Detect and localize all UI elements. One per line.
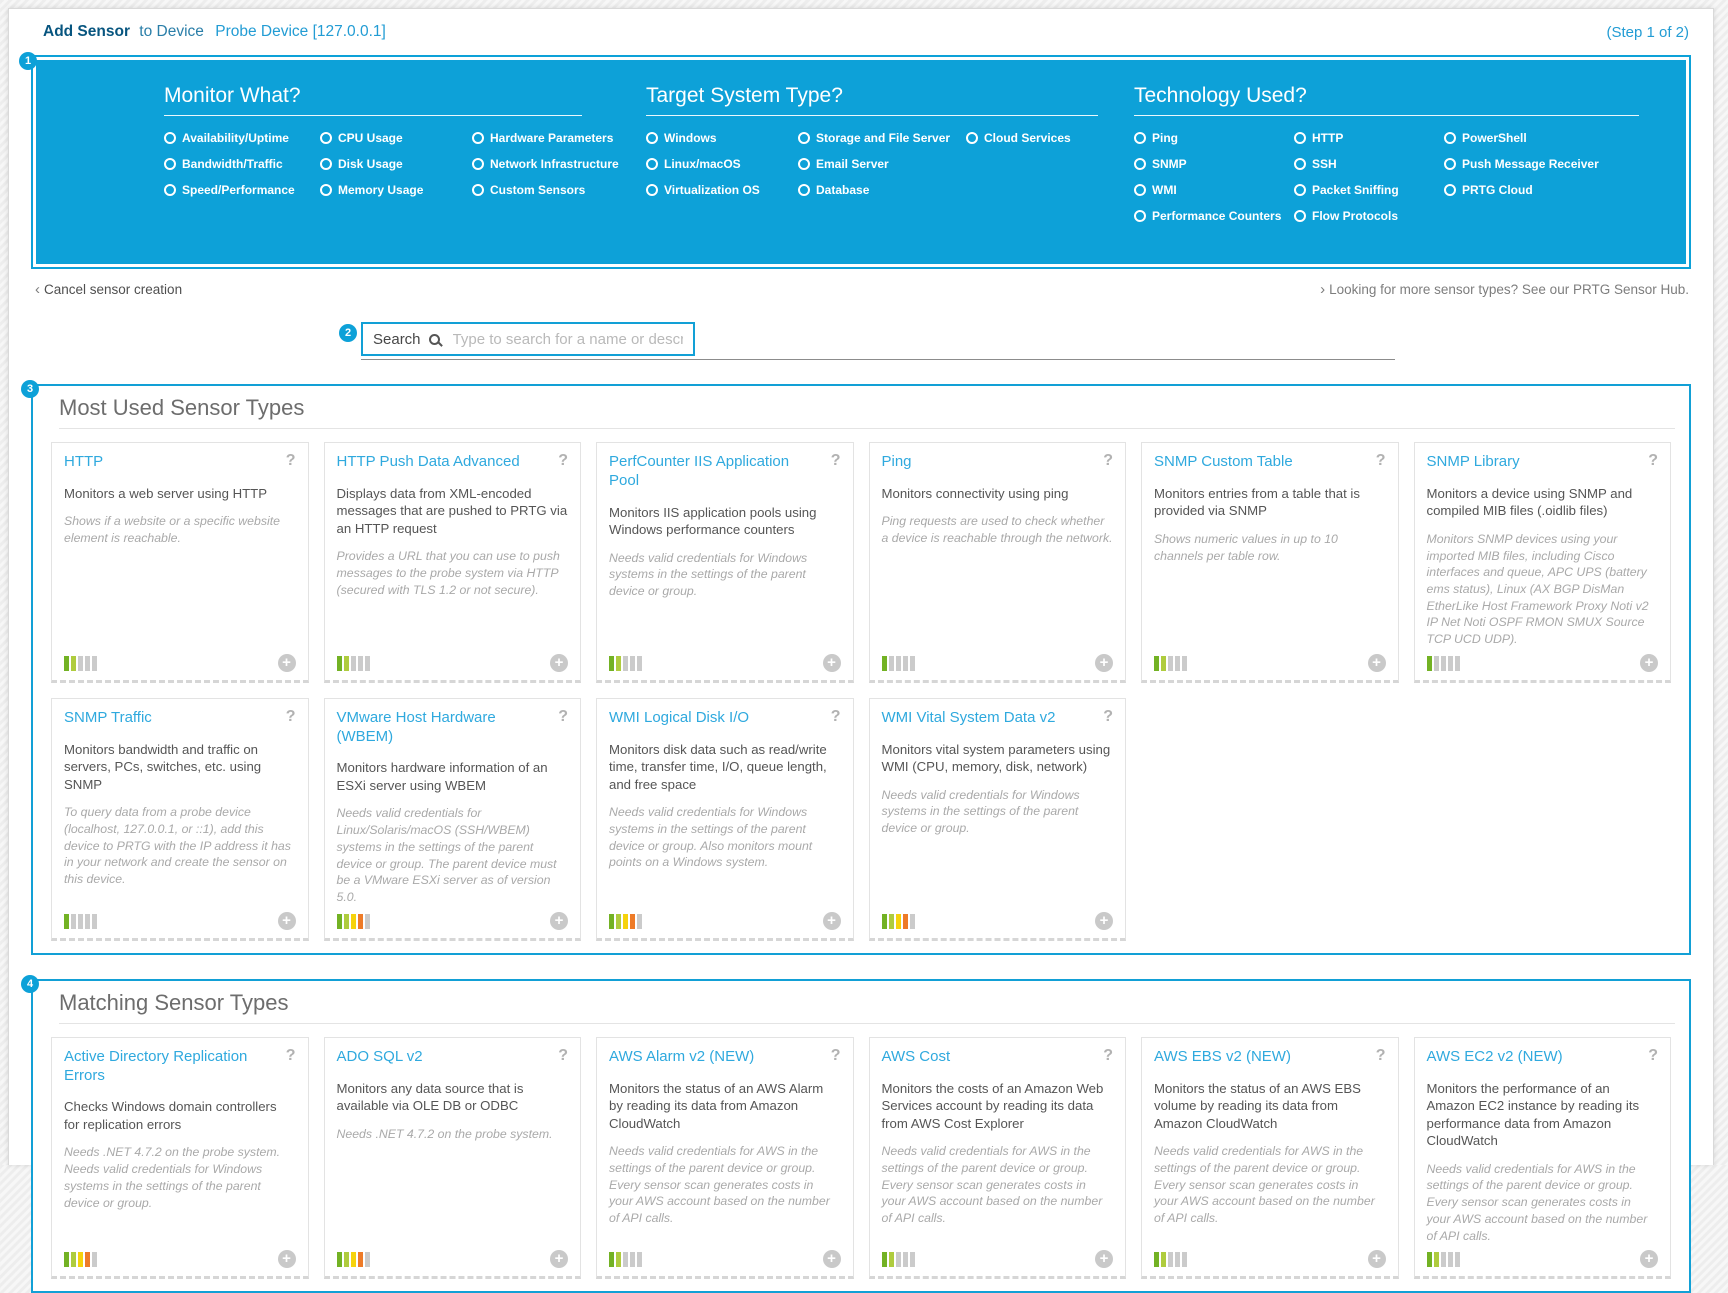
help-icon[interactable]: ? xyxy=(558,452,568,469)
links-row xyxy=(35,281,1689,298)
search-row xyxy=(339,322,1395,360)
filter-option-label: Performance Counters xyxy=(1152,208,1282,223)
radio-icon xyxy=(472,132,484,144)
filter-option-snmp[interactable] xyxy=(1134,155,1294,172)
radio-icon xyxy=(1134,184,1146,196)
search-input[interactable] xyxy=(453,331,683,348)
radio-icon xyxy=(646,184,658,196)
step-indicator: (Step 1 of 2) xyxy=(1606,23,1689,41)
radio-icon xyxy=(320,158,332,170)
performance-impact-gauge xyxy=(337,914,370,929)
filter-option-email-server[interactable] xyxy=(798,155,966,172)
filter-option-custom-sensors[interactable] xyxy=(472,181,619,198)
performance-impact-gauge xyxy=(1427,656,1460,671)
add-sensor-plus-button[interactable]: + xyxy=(1095,912,1113,930)
filter-option-speed-performance[interactable] xyxy=(164,181,320,198)
help-icon[interactable]: ? xyxy=(830,452,841,469)
radio-icon xyxy=(798,184,810,196)
sensor-card-title[interactable]: AWS EBS v2 (NEW) xyxy=(1154,1047,1291,1065)
help-icon[interactable]: ? xyxy=(1375,452,1386,469)
sensor-card-description: Checks Windows domain controllers for replication errors xyxy=(64,1099,277,1132)
filter-option-label: Storage and File Server xyxy=(816,130,951,145)
sensor-card-title[interactable]: SNMP Custom Table xyxy=(1154,453,1293,470)
radio-icon xyxy=(966,132,978,144)
sensor-card-ado-sql-v2 xyxy=(324,1037,582,1280)
filter-option-grid xyxy=(1134,129,1639,224)
help-icon[interactable]: ? xyxy=(1375,1046,1386,1064)
page-header xyxy=(9,9,1713,55)
performance-impact-gauge xyxy=(609,656,642,671)
sensor-card-description: Monitors IIS application pools using Windows performance counters xyxy=(609,504,817,538)
sensor-card-http-push-data-advanced xyxy=(324,442,582,683)
sensor-card-description: Monitors entries from a table that is provided via SNMP xyxy=(1154,485,1360,519)
filter-option-prtg-cloud[interactable] xyxy=(1444,181,1639,198)
performance-impact-gauge xyxy=(64,1252,97,1267)
filter-option-availability-uptime[interactable] xyxy=(164,129,320,146)
filter-groups xyxy=(36,60,1686,264)
filter-option-label: Database xyxy=(816,182,870,197)
sensor-card-ping xyxy=(869,442,1127,683)
chevron-right-icon: › xyxy=(1320,281,1326,298)
section-divider xyxy=(59,1023,1675,1024)
filter-option-http[interactable] xyxy=(1294,129,1444,146)
help-icon[interactable]: ? xyxy=(830,1046,841,1064)
filter-option-label: Network Infrastructure xyxy=(490,156,619,171)
help-icon[interactable]: ? xyxy=(285,1046,296,1064)
add-sensor-plus-button[interactable]: + xyxy=(1368,1250,1386,1268)
cancel-link-label: Cancel sensor creation xyxy=(44,282,183,297)
performance-impact-gauge xyxy=(1427,1252,1460,1267)
help-icon[interactable]: ? xyxy=(558,1046,568,1064)
radio-icon xyxy=(320,132,332,144)
help-icon[interactable]: ? xyxy=(1648,452,1658,469)
step-badge-4: 4 xyxy=(21,975,39,993)
performance-impact-gauge xyxy=(337,1252,370,1267)
performance-impact-gauge xyxy=(1154,1252,1187,1267)
sensor-card-note: Provides a URL that you can use to push messages to the probe system via HTTP (secured with TLS 1.2 or not secure). xyxy=(336,549,560,597)
performance-impact-gauge xyxy=(882,914,915,929)
radio-icon xyxy=(472,184,484,196)
sensor-card-title[interactable]: AWS EC2 v2 (NEW) xyxy=(1426,1047,1563,1065)
filter-option-label: Availability/Uptime xyxy=(182,130,289,145)
sensor-hub-link[interactable] xyxy=(1320,281,1689,298)
sensor-card-snmp-traffic xyxy=(51,698,309,941)
sensor-card-title[interactable]: AWS Alarm v2 (NEW) xyxy=(609,1047,755,1065)
filter-group-target-system-type xyxy=(646,84,1098,264)
page-title-mid: to Device xyxy=(139,23,204,40)
sensor-card-note: Shows if a website or a specific website element is reachable. xyxy=(64,514,280,546)
sensor-card-title[interactable]: VMware Host Hardware (WBEM) xyxy=(336,708,496,745)
filter-option-ssh[interactable] xyxy=(1294,155,1444,172)
help-icon[interactable]: ? xyxy=(1103,1046,1113,1064)
sensor-card-wmi-vital-system-data-v2 xyxy=(869,698,1127,941)
chevron-left-icon: ‹ xyxy=(35,281,40,298)
filter-option-cpu-usage[interactable] xyxy=(320,129,472,146)
add-sensor-plus-button[interactable]: + xyxy=(1640,654,1658,672)
help-icon[interactable]: ? xyxy=(1103,452,1113,469)
filter-option-flow-protocols[interactable] xyxy=(1294,207,1444,224)
sensor-card-perfcounter-iis-application-pool xyxy=(596,442,854,683)
app-window xyxy=(8,8,1714,1268)
radio-icon xyxy=(646,158,658,170)
sensor-card-title[interactable]: AWS Cost xyxy=(881,1047,951,1065)
add-sensor-plus-button[interactable]: + xyxy=(550,654,568,672)
filter-group-monitor-what xyxy=(164,84,619,264)
add-sensor-plus-button[interactable]: + xyxy=(1368,654,1386,672)
sensor-card-title[interactable]: Active Directory Replication Errors xyxy=(64,1047,248,1084)
add-sensor-plus-button[interactable]: + xyxy=(1095,1250,1113,1268)
sensor-card-description: Monitors the status of an AWS EBS volume by reading its data from Amazon CloudWatch xyxy=(1154,1080,1361,1131)
sensor-card-description: Displays data from XML-encoded messages that are pushed to PRTG via an HTTP request xyxy=(336,485,568,536)
radio-icon xyxy=(1444,158,1456,170)
radio-icon xyxy=(1444,132,1456,144)
filter-option-memory-usage[interactable] xyxy=(320,181,472,198)
filter-option-performance-counters[interactable] xyxy=(1134,207,1294,224)
filter-panel xyxy=(24,55,1691,269)
section-title: Matching Sensor Types xyxy=(59,989,289,1015)
filter-option-label: Ping xyxy=(1152,130,1178,145)
sensor-card-description: Monitors disk data such as read/write time, transfer time, I/O, queue length, and free space xyxy=(609,741,827,792)
step-badge-1: 1 xyxy=(19,52,37,70)
filter-option-label: Bandwidth/Traffic xyxy=(182,156,283,171)
filter-option-powershell[interactable] xyxy=(1444,129,1639,146)
sensor-card-aws-ec2-v2-new xyxy=(1414,1037,1672,1280)
page-title-bold: Add Sensor xyxy=(43,23,130,40)
radio-icon xyxy=(1294,132,1306,144)
sensor-card-title[interactable]: WMI Vital System Data v2 xyxy=(881,708,1056,726)
sensor-card-note: Needs valid credentials for Windows systems in the settings of the parent device or group. xyxy=(881,787,1080,836)
sensor-card-description: Monitors vital system parameters using WMI (CPU, memory, disk, network) xyxy=(881,741,1111,775)
help-icon[interactable]: ? xyxy=(285,452,296,469)
sensor-card-description: Monitors the status of an AWS Alarm by reading its data from Amazon CloudWatch xyxy=(609,1080,824,1131)
add-sensor-plus-button[interactable]: + xyxy=(278,654,296,672)
sensor-card-description: Monitors a device using SNMP and compiled MIB files (.oidlib files) xyxy=(1426,485,1633,519)
sensor-card-description: Monitors hardware information of an ESXi server using WBEM xyxy=(336,760,548,793)
radio-icon xyxy=(1134,132,1146,144)
filter-option-label: Custom Sensors xyxy=(490,182,586,197)
sensor-card-note: Needs .NET 4.7.2 on the probe system. xyxy=(336,1126,553,1141)
section-divider xyxy=(59,428,1675,429)
radio-icon xyxy=(646,132,658,144)
sensor-card-description: Monitors the costs of an Amazon Web Services account by reading its data from AWS Cost Explorer xyxy=(881,1080,1104,1131)
filter-option-label: Windows xyxy=(664,130,717,145)
performance-impact-gauge xyxy=(609,914,642,929)
sensor-card-description: Monitors any data source that is available via OLE DB or ODBC xyxy=(336,1080,524,1114)
filter-option-label: PRTG Cloud xyxy=(1462,182,1533,197)
add-sensor-plus-button[interactable]: + xyxy=(550,1250,568,1268)
matching-sensor-types-section xyxy=(26,977,1691,1293)
sensor-card-aws-cost xyxy=(869,1037,1127,1280)
sensor-card-grid xyxy=(43,1037,1679,1280)
most-used-sensor-types-section xyxy=(26,383,1691,955)
sensor-card-title[interactable]: SNMP Traffic xyxy=(64,708,152,726)
filter-option-bandwidth-traffic[interactable] xyxy=(164,155,320,172)
sensor-card-grid xyxy=(43,442,1679,941)
section-title: Most Used Sensor Types xyxy=(59,395,305,420)
filter-option-grid xyxy=(646,129,1098,198)
filter-option-wmi[interactable] xyxy=(1134,181,1294,198)
sensor-card-active-directory-replication-errors xyxy=(51,1037,309,1280)
filter-option-storage-and-file-server[interactable] xyxy=(798,129,966,146)
sensor-card-wmi-logical-disk-i-o xyxy=(596,698,854,941)
step-badge-3: 3 xyxy=(21,380,39,398)
filter-group-technology-used xyxy=(1134,84,1639,264)
filter-option-label: PowerShell xyxy=(1462,130,1527,145)
add-sensor-plus-button[interactable]: + xyxy=(1095,654,1113,672)
filter-group-title: Technology Used? xyxy=(1134,84,1639,116)
filter-option-disk-usage[interactable] xyxy=(320,155,472,172)
help-icon[interactable]: ? xyxy=(1103,707,1113,725)
sensor-card-note: Needs valid credentials for Linux/Solaris/macOS (SSH/WBEM) systems in the settings of the parent device or group. The parent device must be a VMware ESXi server as of version 5.0. xyxy=(336,806,557,905)
sensor-card-aws-ebs-v2-new xyxy=(1141,1037,1399,1280)
filter-group-title: Target System Type? xyxy=(646,84,1098,116)
sensor-card-note: Ping requests are used to check whether a device is reachable through the network. xyxy=(881,514,1113,546)
add-sensor-plus-button[interactable]: + xyxy=(278,1250,296,1268)
radio-icon xyxy=(1134,210,1146,222)
sensor-card-title[interactable]: Ping xyxy=(881,453,912,470)
radio-icon xyxy=(164,158,176,170)
filter-option-label: Cloud Services xyxy=(984,130,1071,145)
filter-option-cloud-services[interactable] xyxy=(966,129,1098,146)
sensor-card-note: Needs valid credentials for AWS in the settings of the parent device or group. Every sensor scan generates costs in your AWS account based on the number of API calls. xyxy=(881,1144,1103,1226)
performance-impact-gauge xyxy=(337,656,370,671)
radio-icon xyxy=(1294,158,1306,170)
sensor-card-note: To query data from a probe device (localhost, 127.0.0.1, or ::1), add this device to PRTG with the IP address it has in your network and create the sensor on this device. xyxy=(64,805,291,887)
add-sensor-plus-button[interactable]: + xyxy=(823,912,841,930)
filter-option-hardware-parameters[interactable] xyxy=(472,129,619,146)
performance-impact-gauge xyxy=(882,656,915,671)
sensor-card-description: Monitors the performance of an Amazon EC2 instance by reading its performance data from Amazon CloudWatch xyxy=(1426,1080,1640,1149)
filter-option-ping[interactable] xyxy=(1134,129,1294,146)
sensor-card-snmp-library xyxy=(1414,442,1672,683)
filter-option-label: Email Server xyxy=(816,156,889,171)
radio-icon xyxy=(1444,184,1456,196)
sensor-card-title[interactable]: ADO SQL v2 xyxy=(336,1047,423,1065)
sensor-card-title[interactable]: SNMP Library xyxy=(1426,453,1520,470)
filter-option-push-message-receiver[interactable] xyxy=(1444,155,1639,172)
sensor-card-note: Needs valid credentials for AWS in the settings of the parent device or group. Every sensor scan generates costs in your AWS account based on the number of API calls. xyxy=(609,1144,830,1226)
filter-option-network-infrastructure[interactable] xyxy=(472,155,619,172)
sensor-card-description: Monitors bandwidth and traffic on servers, PCs, switches, etc. using SNMP xyxy=(64,741,262,792)
sensor-card-note: Needs valid credentials for AWS in the settings of the parent device or group. Every sensor scan generates costs in your AWS account based on the number of API calls. xyxy=(1426,1161,1648,1243)
help-icon[interactable]: ? xyxy=(285,707,296,725)
filter-option-label: Flow Protocols xyxy=(1312,208,1399,223)
page-title xyxy=(43,23,386,41)
search-icon xyxy=(429,334,440,345)
help-icon[interactable]: ? xyxy=(830,707,841,725)
performance-impact-gauge xyxy=(64,914,97,929)
sensor-card-note: Monitors SNMP devices using your imported MIB files, including Cisco interfaces and queue, APC UPS (battery ems status), Linux (AX BGP DisMan EtherLike Host Framework Proxy Noti v2 IP Net Noti OSPF RMON SMUX Source TCP UCD UDP). xyxy=(1426,531,1649,647)
device-link[interactable]: Probe Device [127.0.0.1] xyxy=(215,23,386,40)
radio-icon xyxy=(472,158,484,170)
sensor-card-description: Monitors a web server using HTTP xyxy=(64,485,268,501)
filter-option-label: Packet Sniffing xyxy=(1312,182,1399,197)
filter-option-label: Linux/macOS xyxy=(664,156,741,171)
sensor-card-aws-alarm-v2-new xyxy=(596,1037,854,1280)
sensor-card-snmp-custom-table xyxy=(1141,442,1399,683)
sensor-card-vmware-host-hardware-wbem xyxy=(324,698,582,941)
sensor-card-title[interactable]: PerfCounter IIS Application Pool xyxy=(609,453,790,489)
cancel-sensor-creation-link[interactable] xyxy=(35,281,182,298)
performance-impact-gauge xyxy=(609,1252,642,1267)
sensor-card-note: Needs valid credentials for AWS in the settings of the parent device or group. Every sensor scan generates costs in your AWS account based on the number of API calls. xyxy=(1154,1144,1375,1226)
filter-option-label: SNMP xyxy=(1152,156,1187,171)
filter-option-grid xyxy=(164,129,619,198)
filter-option-linux-macos[interactable] xyxy=(646,155,798,172)
filter-option-label: Push Message Receiver xyxy=(1462,156,1599,171)
search-underline xyxy=(361,322,1395,360)
sensor-card-http xyxy=(51,442,309,683)
filter-option-windows[interactable] xyxy=(646,129,798,146)
filter-option-packet-sniffing[interactable] xyxy=(1294,181,1444,198)
sensor-card-note: Needs .NET 4.7.2 on the probe system. Needs valid credentials for Windows systems in the settings of the parent device or group. xyxy=(64,1145,280,1210)
add-sensor-plus-button[interactable]: + xyxy=(1640,1250,1658,1268)
sensor-card-note: Needs valid credentials for Windows systems in the settings of the parent device or group. xyxy=(609,550,808,599)
sensor-card-title[interactable]: WMI Logical Disk I/O xyxy=(609,708,750,726)
add-sensor-plus-button[interactable]: + xyxy=(823,1250,841,1268)
filter-option-label: Memory Usage xyxy=(338,182,424,197)
sensor-card-title[interactable]: HTTP xyxy=(64,453,104,470)
filter-option-label: HTTP xyxy=(1312,130,1344,145)
radio-icon xyxy=(1134,158,1146,170)
filter-group-title: Monitor What? xyxy=(164,84,582,116)
sensor-card-note: Shows numeric values in up to 10 channels per table row. xyxy=(1154,531,1338,563)
radio-icon xyxy=(1294,184,1306,196)
add-sensor-plus-button[interactable]: + xyxy=(278,912,296,930)
radio-icon xyxy=(320,184,332,196)
add-sensor-plus-button[interactable]: + xyxy=(823,654,841,672)
sensor-card-title[interactable]: HTTP Push Data Advanced xyxy=(336,453,520,470)
performance-impact-gauge xyxy=(882,1252,915,1267)
filter-option-label: Speed/Performance xyxy=(182,182,295,197)
filter-option-label: WMI xyxy=(1152,182,1177,197)
filter-option-database[interactable] xyxy=(798,181,966,198)
radio-icon xyxy=(798,158,810,170)
filter-option-label: CPU Usage xyxy=(338,130,403,145)
sensor-card-description: Monitors connectivity using ping xyxy=(881,485,1069,501)
filter-option-label: Hardware Parameters xyxy=(490,130,614,145)
help-icon[interactable]: ? xyxy=(1648,1046,1658,1064)
filter-option-label: Disk Usage xyxy=(338,156,403,171)
sensor-card-note: Needs valid credentials for Windows systems in the settings of the parent device or group. Also monitors mount points on a Windows system. xyxy=(609,805,813,870)
sensor-hub-link-label: Looking for more sensor types? See our PRTG Sensor Hub. xyxy=(1329,282,1689,297)
add-sensor-plus-button[interactable]: + xyxy=(550,912,568,930)
search-label: Search xyxy=(373,330,421,348)
radio-icon xyxy=(798,132,810,144)
help-icon[interactable]: ? xyxy=(558,707,568,725)
filter-option-label: Virtualization OS xyxy=(664,182,760,197)
performance-impact-gauge xyxy=(64,656,97,671)
filter-option-label: SSH xyxy=(1312,156,1337,171)
search-box xyxy=(361,322,695,356)
radio-icon xyxy=(1294,210,1306,222)
step-badge-2: 2 xyxy=(339,324,357,342)
radio-icon xyxy=(164,132,176,144)
radio-icon xyxy=(164,184,176,196)
filter-option-virtualization-os[interactable] xyxy=(646,181,798,198)
performance-impact-gauge xyxy=(1154,656,1187,671)
